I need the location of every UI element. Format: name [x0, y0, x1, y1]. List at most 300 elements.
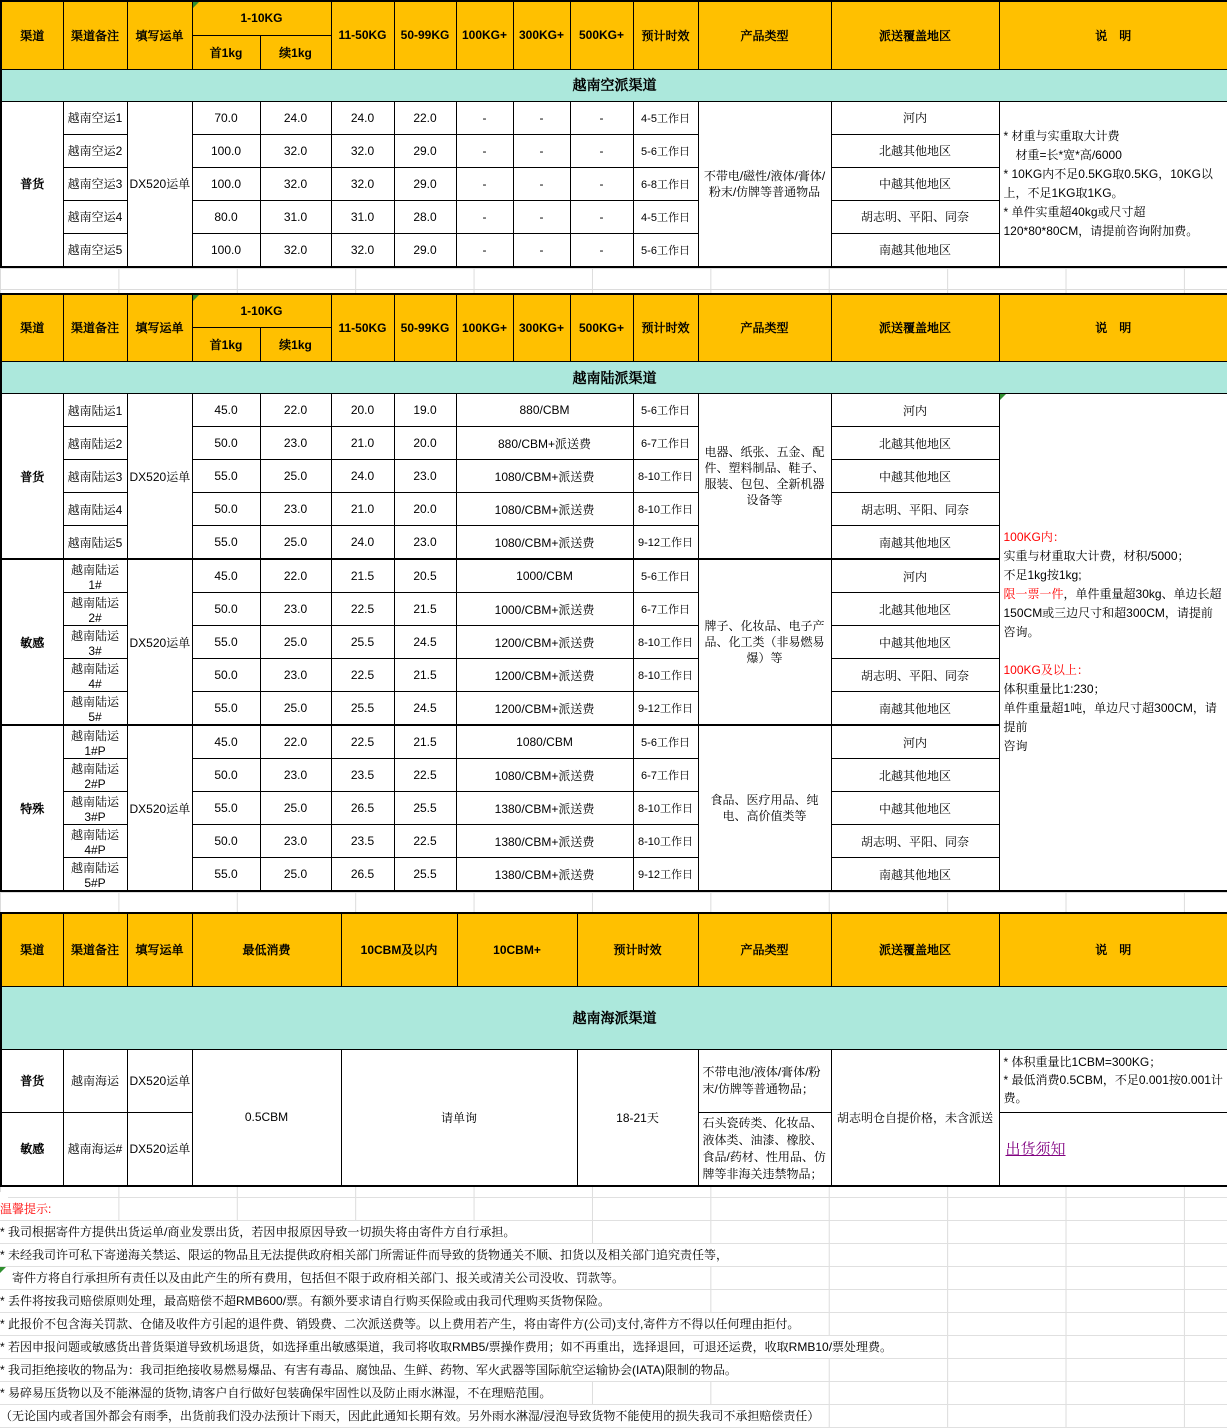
col-header-within-10cbm: 10CBM及以内: [341, 913, 457, 986]
price-11-50kg: 24.0: [331, 101, 394, 134]
warm-tips-text: 寄件方将自行承担所有责任以及由此产生的所有费用，包括但不限于政府相关部门、报关或清关公司没收、罚款等。: [0, 1267, 632, 1289]
delivery-region: 南越其他地区: [831, 233, 999, 267]
col-header-100kg: 100KG+: [456, 1, 513, 69]
price-first-kg: 50.0: [192, 593, 260, 626]
eta: 8-10工作日: [633, 460, 698, 493]
price-first-kg: 55.0: [192, 692, 260, 726]
delivery-region: 南越其他地区: [831, 858, 999, 892]
price-first-kg: 55.0: [192, 460, 260, 493]
notes-line: [1004, 680, 1224, 699]
notes-text: 150CM或三边尺寸和超300CM，请提前咨询。: [1003, 606, 1213, 639]
price-bulk-cbm: 880/CBM+派送费: [456, 427, 633, 460]
price-500kg: -: [570, 233, 633, 267]
channel-name: 越南空运3: [63, 167, 127, 200]
warm-tips-text: * 丢件将按我司赔偿原则处理，最高赔偿不超RMB600/票。有额外要求请自行购买保险或由我司代理购买货物保险。: [0, 1290, 618, 1312]
col-header-waybill: 填写运单: [127, 294, 192, 362]
price-first-kg: 55.0: [192, 792, 260, 825]
warm-tips-line: [0, 1221, 1227, 1244]
delivery-region: 河内: [831, 559, 999, 593]
price-first-kg: 50.0: [192, 659, 260, 692]
delivery-region: 北越其他地区: [831, 427, 999, 460]
eta: 5-6工作日: [633, 725, 698, 759]
waybill-type: DX520运单: [127, 394, 192, 560]
eta: 8-10工作日: [633, 792, 698, 825]
channel-name: 越南空运4: [63, 200, 127, 233]
product-type: 电器、纸张、五金、配件、塑料制品、鞋子、服装、包包、全新机器设备等: [698, 394, 831, 560]
delivery-region: 胡志明仓自提价格，未含派送: [831, 1049, 999, 1186]
notes-text: 体积重量比1:230；: [1003, 682, 1106, 696]
col-header-eta: 预计时效: [633, 1, 698, 69]
price-11-50kg: 23.5: [331, 825, 394, 858]
col-header-50-99kg: 50-99KG: [394, 294, 456, 362]
eta: 8-10工作日: [633, 659, 698, 692]
price-bulk-cbm: 1380/CBM+派送费: [456, 858, 633, 892]
price-11-50kg: 32.0: [331, 134, 394, 167]
price-50-99kg: 22.0: [394, 101, 456, 134]
eta: 8-10工作日: [633, 825, 698, 858]
warm-tips-title: [0, 1198, 1227, 1221]
price-500kg: -: [570, 167, 633, 200]
notes-line: [1004, 146, 1224, 165]
warm-tips-text: * 此报价不包含海关罚款、仓储及收件方引起的退件费、销毁费、二次派送费等。以上费用若产生，将由寄件方(公司)支付,寄件方不得以任何理由拒付。: [0, 1313, 807, 1335]
delivery-region: 河内: [831, 101, 999, 134]
price-50-99kg: 21.5: [394, 725, 456, 759]
eta: 9-12工作日: [633, 692, 698, 726]
product-type: 不带电池/液体/膏体/粉末/仿牌等普通物品；: [698, 1049, 831, 1112]
warm-tips-text: * 我司拒绝接收的物品为：我司拒绝接收易燃易爆品、有害有毒品、腐蚀品、生鲜、药物、军火武器等国际航空运输协会(IATA)限制的物品。: [0, 1359, 745, 1381]
channel-group-label: 普货: [1, 101, 63, 267]
eta: 6-8工作日: [633, 167, 698, 200]
notes: [999, 1112, 1227, 1186]
notes-line: [1004, 661, 1224, 680]
col-header-first-kg: 首1kg: [192, 35, 260, 69]
delivery-region: 胡志明、平阳、同奈: [831, 493, 999, 526]
price-100kg: -: [456, 134, 513, 167]
waybill-type: DX520运单: [127, 101, 192, 267]
price-bulk-cbm: 1080/CBM: [456, 725, 633, 759]
sea-channel-table: [0, 912, 1227, 1187]
price-additional-kg: 22.0: [260, 394, 331, 427]
product-type: 牌子、化妆品、电子产品、化工类（非易燃易爆）等: [698, 559, 831, 725]
notes-text: 实重与材重取大计费，材积/5000；: [1003, 549, 1190, 563]
channel-group-label: 特殊: [1, 725, 63, 891]
price-additional-kg: 23.0: [260, 427, 331, 460]
price-11-50kg: 21.5: [331, 559, 394, 593]
price-50-99kg: 24.5: [394, 692, 456, 726]
channel-name: 越南陆运3#P: [63, 792, 127, 825]
eta: 6-7工作日: [633, 593, 698, 626]
channel-name: 越南陆运5: [63, 526, 127, 560]
price-50-99kg: 21.5: [394, 593, 456, 626]
channel-name: 越南陆运1#P: [63, 725, 127, 759]
notes-text: ，单件重量超30kg、单边长超: [1063, 587, 1222, 601]
eta: 8-10工作日: [633, 493, 698, 526]
price-additional-kg: 23.0: [260, 493, 331, 526]
warm-tips-line: [0, 1359, 1227, 1382]
price-bulk-cbm: 1380/CBM+派送费: [456, 825, 633, 858]
price-additional-kg: 31.0: [260, 200, 331, 233]
price-first-kg: 45.0: [192, 725, 260, 759]
price-first-kg: 55.0: [192, 526, 260, 560]
product-type: 石头瓷砖类、化妆品、液体类、油漆、橡胶、食品/药材、性用品、仿牌等非海关违禁物品；: [698, 1112, 831, 1186]
notes: [999, 101, 1227, 267]
price-additional-kg: 25.0: [260, 792, 331, 825]
price-bulk-cbm: 1000/CBM: [456, 559, 633, 593]
price-50-99kg: 22.5: [394, 759, 456, 792]
price-additional-kg: 32.0: [260, 167, 331, 200]
notes-text: * 单件实重超40kg或尺寸超120*80*80CM，请提前咨询附加费。: [1003, 204, 1199, 238]
air-channel-table: [0, 0, 1227, 268]
price-additional-kg: 32.0: [260, 134, 331, 167]
price-bulk-cbm: 1000/CBM+派送费: [456, 593, 633, 626]
delivery-region: 胡志明、平阳、同奈: [831, 200, 999, 233]
col-header-channel: 渠道: [1, 294, 63, 362]
price-value: 请单询: [341, 1049, 577, 1186]
product-type: 食品、医疗用品、纯电、高价值类等: [698, 725, 831, 891]
notes-text: * 材重与实重取大计费: [1003, 128, 1120, 143]
notes-line: [1004, 642, 1224, 661]
eta: 5-6工作日: [633, 134, 698, 167]
notes-line: * 最低消费0.5CBM，不足0.001按0.001计费。: [1003, 1072, 1223, 1105]
price-bulk-cbm: 1080/CBM+派送费: [456, 493, 633, 526]
price-11-50kg: 20.0: [331, 394, 394, 427]
notes-line: [1004, 585, 1224, 604]
channel-name: 越南陆运4: [63, 493, 127, 526]
price-additional-kg: 25.0: [260, 526, 331, 560]
price-first-kg: 100.0: [192, 167, 260, 200]
price-50-99kg: 29.0: [394, 134, 456, 167]
price-50-99kg: 28.0: [394, 200, 456, 233]
price-11-50kg: 32.0: [331, 233, 394, 267]
price-500kg: -: [570, 200, 633, 233]
eta: 5-6工作日: [633, 394, 698, 427]
price-11-50kg: 22.5: [331, 593, 394, 626]
eta-value: 18-21天: [577, 1049, 698, 1186]
price-11-50kg: 24.0: [331, 526, 394, 560]
price-50-99kg: 25.5: [394, 792, 456, 825]
price-100kg: -: [456, 101, 513, 134]
delivery-region: 中越其他地区: [831, 460, 999, 493]
notes-text: 单件重量超1吨，单边尺寸超300CM，请提前: [1003, 701, 1217, 734]
waybill-type: DX520运单: [127, 1049, 192, 1112]
price-50-99kg: 23.0: [394, 460, 456, 493]
price-additional-kg: 25.0: [260, 692, 331, 726]
price-50-99kg: 29.0: [394, 233, 456, 267]
air-table-title: 越南空派渠道: [1, 69, 1227, 101]
col-header-300kg: 300KG+: [513, 1, 570, 69]
notes-highlight: 100KG内：: [1003, 530, 1065, 544]
channel-name: 越南陆运2: [63, 427, 127, 460]
channel-group-label: 敏感: [1, 559, 63, 725]
price-bulk-cbm: 1200/CBM+派送费: [456, 659, 633, 692]
price-11-50kg: 23.5: [331, 759, 394, 792]
price-bulk-cbm: 1080/CBM+派送费: [456, 460, 633, 493]
eta: 9-12工作日: [633, 526, 698, 560]
delivery-region: 河内: [831, 394, 999, 427]
price-first-kg: 100.0: [192, 134, 260, 167]
price-additional-kg: 22.0: [260, 559, 331, 593]
delivery-region: 河内: [831, 725, 999, 759]
channel-group-label: 普货: [1, 394, 63, 560]
col-header-add-kg: 续1kg: [260, 328, 331, 362]
price-11-50kg: 22.5: [331, 725, 394, 759]
price-first-kg: 100.0: [192, 233, 260, 267]
price-50-99kg: 22.5: [394, 825, 456, 858]
price-50-99kg: 24.5: [394, 626, 456, 659]
warm-tips-text: * 我司根据寄件方提供出货运单/商业发票出货，若因申报原因导致一切损失将由寄件方自行承担。: [0, 1221, 523, 1243]
sheet-gap: [0, 268, 1227, 293]
warm-tips-text: * 未经我司许可私下寄递海关禁运、限运的物品且无法提供政府相关部门所需证件而导致的货物通关不顺、扣货以及相关部门追究责任等，: [0, 1244, 736, 1266]
price-50-99kg: 19.0: [394, 394, 456, 427]
notes-line: [1004, 547, 1224, 566]
col-header-add-kg: 续1kg: [260, 35, 331, 69]
channel-name: 越南陆运2#: [63, 593, 127, 626]
waybill-type: DX520运单: [127, 1112, 192, 1186]
price-11-50kg: 21.0: [331, 427, 394, 460]
price-additional-kg: 24.0: [260, 101, 331, 134]
min-charge-value: 0.5CBM: [192, 1049, 341, 1186]
col-header-500kg: 500KG+: [570, 1, 633, 69]
col-header-11-50kg: 11-50KG: [331, 294, 394, 362]
eta: 6-7工作日: [633, 427, 698, 460]
sea-table-title: 越南海派渠道: [1, 986, 1227, 1049]
notes-line: [1004, 566, 1224, 585]
warm-tips-text: （无论国内或者国外都会有雨季，出货前我们没办法预计下雨天，因此此通知长期有效。另外雨水淋湿/浸泡导致货物不能使用的损失我司不承担赔偿责任）: [0, 1405, 827, 1427]
price-bulk-cbm: 1080/CBM+派送费: [456, 759, 633, 792]
col-header-product: 产品类型: [698, 294, 831, 362]
warm-tips-line: [0, 1336, 1227, 1359]
channel-name: 越南陆运3#: [63, 626, 127, 659]
col-header-channel-note: 渠道备注: [63, 913, 127, 986]
waybill-type: DX520运单: [127, 559, 192, 725]
col-header-50-99kg: 50-99KG: [394, 1, 456, 69]
col-header-region: 派送覆盖地区: [831, 1, 999, 69]
price-additional-kg: 25.0: [260, 460, 331, 493]
notes-line: [1004, 127, 1224, 146]
delivery-region: 中越其他地区: [831, 626, 999, 659]
price-300kg: -: [513, 167, 570, 200]
col-header-eta: 预计时效: [633, 294, 698, 362]
price-300kg: -: [513, 134, 570, 167]
price-100kg: -: [456, 233, 513, 267]
col-header-waybill: 填写运单: [127, 913, 192, 986]
delivery-region: 北越其他地区: [831, 759, 999, 792]
price-first-kg: 45.0: [192, 559, 260, 593]
channel-name: 越南陆运2#P: [63, 759, 127, 792]
warm-tips-text: * 易碎易压货物以及不能淋湿的货物,请客户自行做好包装确保牢固性以及防止雨水淋湿，不在理赔范围。: [0, 1382, 559, 1404]
col-header-notes: 说 明: [999, 294, 1227, 362]
price-50-99kg: 21.5: [394, 659, 456, 692]
col-header-product: 产品类型: [698, 913, 831, 986]
price-50-99kg: 23.0: [394, 526, 456, 560]
channel-name: 越南陆运1: [63, 394, 127, 427]
price-50-99kg: 29.0: [394, 167, 456, 200]
sheet-gap: [0, 892, 1227, 912]
price-additional-kg: 23.0: [260, 593, 331, 626]
notes-line: [1004, 203, 1224, 241]
col-header-channel: 渠道: [1, 913, 63, 986]
price-11-50kg: 32.0: [331, 167, 394, 200]
price-bulk-cbm: 1380/CBM+派送费: [456, 792, 633, 825]
delivery-region: 中越其他地区: [831, 167, 999, 200]
price-first-kg: 45.0: [192, 394, 260, 427]
warm-tips-line: [0, 1290, 1227, 1313]
delivery-region: 北越其他地区: [831, 134, 999, 167]
price-50-99kg: 20.0: [394, 427, 456, 460]
notes-text: [1004, 644, 1007, 658]
land-table-title: 越南陆派渠道: [1, 362, 1227, 394]
delivery-region: 中越其他地区: [831, 792, 999, 825]
price-additional-kg: 22.0: [260, 725, 331, 759]
col-header-1-10kg: 1-10KG: [192, 1, 331, 35]
price-bulk-cbm: 1080/CBM+派送费: [456, 526, 633, 560]
notes-text: 不足1kg按1kg;: [1003, 568, 1082, 582]
warm-tips-title-text: 温馨提示:: [0, 1198, 59, 1220]
eta: 8-10工作日: [633, 626, 698, 659]
warm-tips-line: [0, 1244, 1227, 1267]
col-header-channel: 渠道: [1, 1, 63, 69]
price-500kg: -: [570, 101, 633, 134]
col-header-500kg: 500KG+: [570, 294, 633, 362]
channel-name: 越南空运2: [63, 134, 127, 167]
col-header-waybill: 填写运单: [127, 1, 192, 69]
spacer-row: [0, 1187, 1227, 1198]
delivery-region: 南越其他地区: [831, 692, 999, 726]
notes-line: [1004, 737, 1224, 756]
shipping-notice-link[interactable]: 出货须知: [1005, 1141, 1066, 1158]
eta: 4-5工作日: [633, 200, 698, 233]
product-type: 不带电/磁性/液体/膏体/粉末/仿牌等普通物品: [698, 101, 831, 267]
channel-name: 越南陆运4#P: [63, 825, 127, 858]
price-11-50kg: 31.0: [331, 200, 394, 233]
price-11-50kg: 25.5: [331, 626, 394, 659]
col-header-channel-note: 渠道备注: [63, 1, 127, 69]
price-first-kg: 50.0: [192, 759, 260, 792]
price-first-kg: 80.0: [192, 200, 260, 233]
channel-name: 越南陆运3: [63, 460, 127, 493]
warm-tips-line: [0, 1267, 1227, 1290]
price-11-50kg: 26.5: [331, 858, 394, 892]
price-bulk-cbm: 1200/CBM+派送费: [456, 626, 633, 659]
waybill-type: DX520运单: [127, 725, 192, 891]
notes-text: * 10KG内不足0.5KG取0.5KG，10KG以上，不足1KG取1KG。: [1003, 166, 1213, 200]
col-header-region: 派送覆盖地区: [831, 913, 999, 986]
channel-name: 越南陆运1#: [63, 559, 127, 593]
eta: 5-6工作日: [633, 559, 698, 593]
price-bulk-cbm: 880/CBM: [456, 394, 633, 427]
price-first-kg: 70.0: [192, 101, 260, 134]
channel-name: 越南陆运5#: [63, 692, 127, 726]
col-header-notes: 说 明: [999, 1, 1227, 69]
col-header-region: 派送覆盖地区: [831, 294, 999, 362]
warm-tips-line: [0, 1382, 1227, 1405]
price-additional-kg: 32.0: [260, 233, 331, 267]
col-header-product: 产品类型: [698, 1, 831, 69]
col-header-over-10cbm: 10CBM+: [457, 913, 577, 986]
price-additional-kg: 25.0: [260, 626, 331, 659]
eta: 6-7工作日: [633, 759, 698, 792]
col-header-11-50kg: 11-50KG: [331, 1, 394, 69]
notes-highlight: 100KG及以上：: [1003, 663, 1089, 677]
price-11-50kg: 26.5: [331, 792, 394, 825]
price-300kg: -: [513, 200, 570, 233]
price-11-50kg: 21.0: [331, 493, 394, 526]
warm-tips-text: * 若因申报问题或敏感货出普货渠道导致机场退货，如选择重出敏感渠道，我司将收取RMB5/票操作费用；如不再重出，选择退回，可退还运费，收取RMB10/票处理费。: [0, 1336, 900, 1358]
price-300kg: -: [513, 233, 570, 267]
price-100kg: -: [456, 167, 513, 200]
warm-tips-line: [0, 1313, 1227, 1336]
eta: 9-12工作日: [633, 858, 698, 892]
price-additional-kg: 25.0: [260, 858, 331, 892]
delivery-region: 胡志明、平阳、同奈: [831, 825, 999, 858]
price-300kg: -: [513, 101, 570, 134]
delivery-region: 南越其他地区: [831, 526, 999, 560]
col-header-min-charge: 最低消费: [192, 913, 341, 986]
price-additional-kg: 23.0: [260, 759, 331, 792]
warm-tips-section: [0, 1187, 1227, 1428]
notes-line: * 体积重量比1CBM=300KG；: [1003, 1054, 1162, 1069]
col-header-first-kg: 首1kg: [192, 328, 260, 362]
channel-group-label: 普货: [1, 1049, 63, 1112]
col-header-1-10kg: 1-10KG: [192, 294, 331, 328]
notes-line: [1004, 699, 1224, 737]
eta: 5-6工作日: [633, 233, 698, 267]
channel-name: 越南陆运4#: [63, 659, 127, 692]
price-11-50kg: 22.5: [331, 659, 394, 692]
col-header-100kg: 100KG+: [456, 294, 513, 362]
channel-name: 越南空运1: [63, 101, 127, 134]
price-100kg: -: [456, 200, 513, 233]
channel-name: 越南海运#: [63, 1112, 127, 1186]
warm-tips-line: [0, 1405, 1227, 1428]
price-500kg: -: [570, 134, 633, 167]
notes-highlight: 限一票一件: [1003, 587, 1064, 601]
notes: [999, 394, 1227, 892]
delivery-region: 北越其他地区: [831, 593, 999, 626]
price-bulk-cbm: 1200/CBM+派送费: [456, 692, 633, 726]
channel-name: 越南空运5: [63, 233, 127, 267]
channel-name: 越南海运: [63, 1049, 127, 1112]
price-50-99kg: 25.5: [394, 858, 456, 892]
price-first-kg: 55.0: [192, 858, 260, 892]
notes-text: 咨询: [1003, 739, 1028, 753]
channel-group-label: 敏感: [1, 1112, 63, 1186]
col-header-eta: 预计时效: [577, 913, 698, 986]
eta: 4-5工作日: [633, 101, 698, 134]
price-11-50kg: 24.0: [331, 460, 394, 493]
price-additional-kg: 23.0: [260, 825, 331, 858]
price-first-kg: 50.0: [192, 493, 260, 526]
notes-line: [1004, 528, 1224, 547]
notes-line: [1004, 165, 1224, 203]
delivery-region: 胡志明、平阳、同奈: [831, 659, 999, 692]
notes-line: [1004, 604, 1224, 642]
price-50-99kg: 20.5: [394, 559, 456, 593]
land-channel-table: [0, 293, 1227, 893]
price-11-50kg: 25.5: [331, 692, 394, 726]
col-header-300kg: 300KG+: [513, 294, 570, 362]
col-header-channel-note: 渠道备注: [63, 294, 127, 362]
col-header-notes: 说 明: [999, 913, 1227, 986]
price-first-kg: 50.0: [192, 427, 260, 460]
channel-name: 越南陆运5#P: [63, 858, 127, 892]
notes-text: 材重=长*宽*高/6000: [1003, 147, 1122, 162]
price-first-kg: 50.0: [192, 825, 260, 858]
price-50-99kg: 20.0: [394, 493, 456, 526]
price-first-kg: 55.0: [192, 626, 260, 659]
notes: [999, 1049, 1227, 1112]
price-additional-kg: 23.0: [260, 659, 331, 692]
